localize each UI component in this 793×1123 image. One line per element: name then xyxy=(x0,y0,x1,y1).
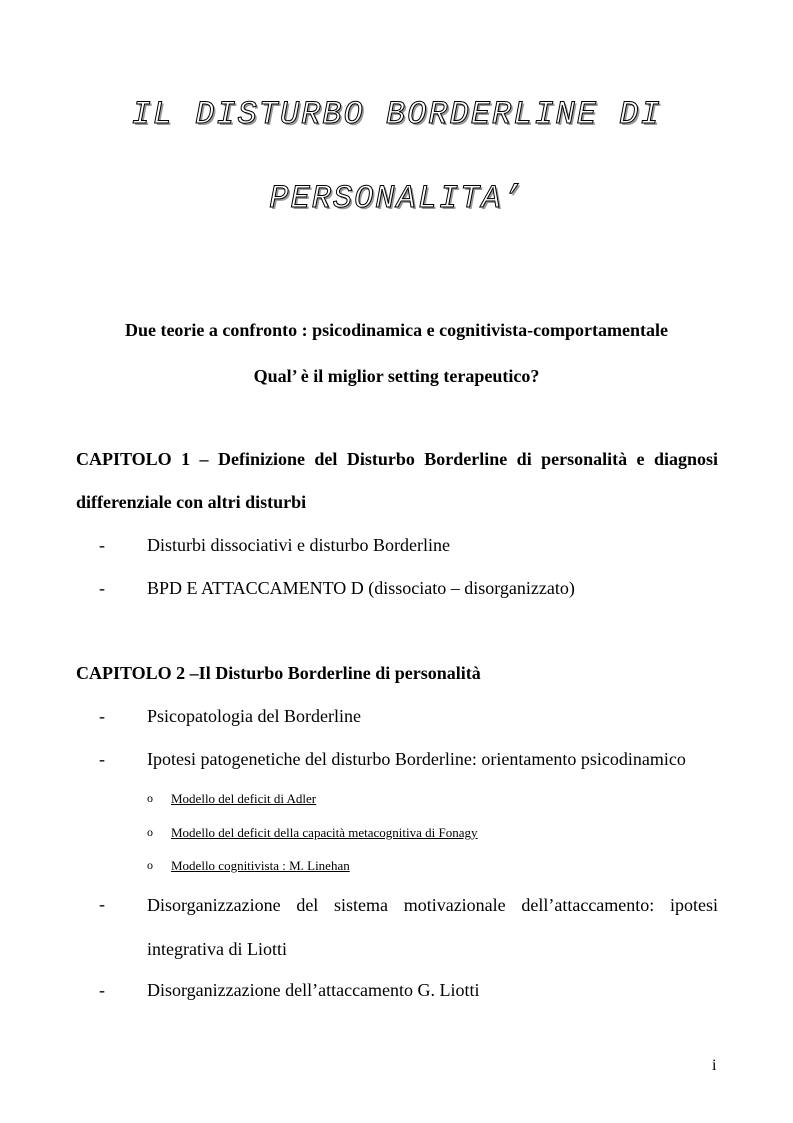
list-dash: - xyxy=(99,980,105,1000)
page-number: i xyxy=(712,1057,717,1074)
circle-bullet-icon: o xyxy=(147,858,153,872)
list-item-text: BPD E ATTACCAMENTO D (dissociato – disorganizzato) xyxy=(147,578,575,598)
sub-list-item-text: Modello cognitivista : M. Linehan xyxy=(171,858,350,873)
list-item-text: Disorganizzazione dell’attaccamento G. Liotti xyxy=(147,980,480,1000)
list-item-text: Disturbi dissociativi e disturbo Borderline xyxy=(147,535,450,555)
list-dash: - xyxy=(99,535,105,555)
circle-bullet-icon: o xyxy=(147,791,153,805)
list-item-text: Ipotesi patogenetiche del disturbo Borderline: orientamento psicodinamico xyxy=(147,749,686,769)
chapter-1-heading: CAPITOLO 1 – Definizione del Disturbo Borderline di personalità e diagnosi differenziale con altri disturbi xyxy=(76,449,718,512)
document-title-line-2: PERSONALITA’ xyxy=(269,180,524,217)
list-dash: - xyxy=(99,749,105,769)
list-item-text: Disorganizzazione del sistema motivazionale dell’attaccamento: ipotesi integrativa di Liotti xyxy=(147,895,718,959)
list-dash: - xyxy=(99,706,105,726)
list-dash: - xyxy=(99,894,105,914)
list-dash: - xyxy=(99,578,105,598)
subtitle-line-1: Due teorie a confronto : psicodinamica e cognitivista-comportamentale xyxy=(124,320,669,340)
list-item-text: Psicopatologia del Borderline xyxy=(147,706,361,726)
document-title-line-1: IL DISTURBO BORDERLINE DI xyxy=(131,96,662,133)
subtitle-line-2: Qual’ è il miglior setting terapeutico? xyxy=(253,366,540,386)
sub-list-item-text: Modello del deficit di Adler xyxy=(171,791,317,806)
circle-bullet-icon: o xyxy=(147,825,153,839)
sub-list-item-text: Modello del deficit della capacità metacognitiva di Fonagy xyxy=(171,825,478,840)
chapter-2-heading: CAPITOLO 2 –Il Disturbo Borderline di personalità xyxy=(76,663,481,683)
